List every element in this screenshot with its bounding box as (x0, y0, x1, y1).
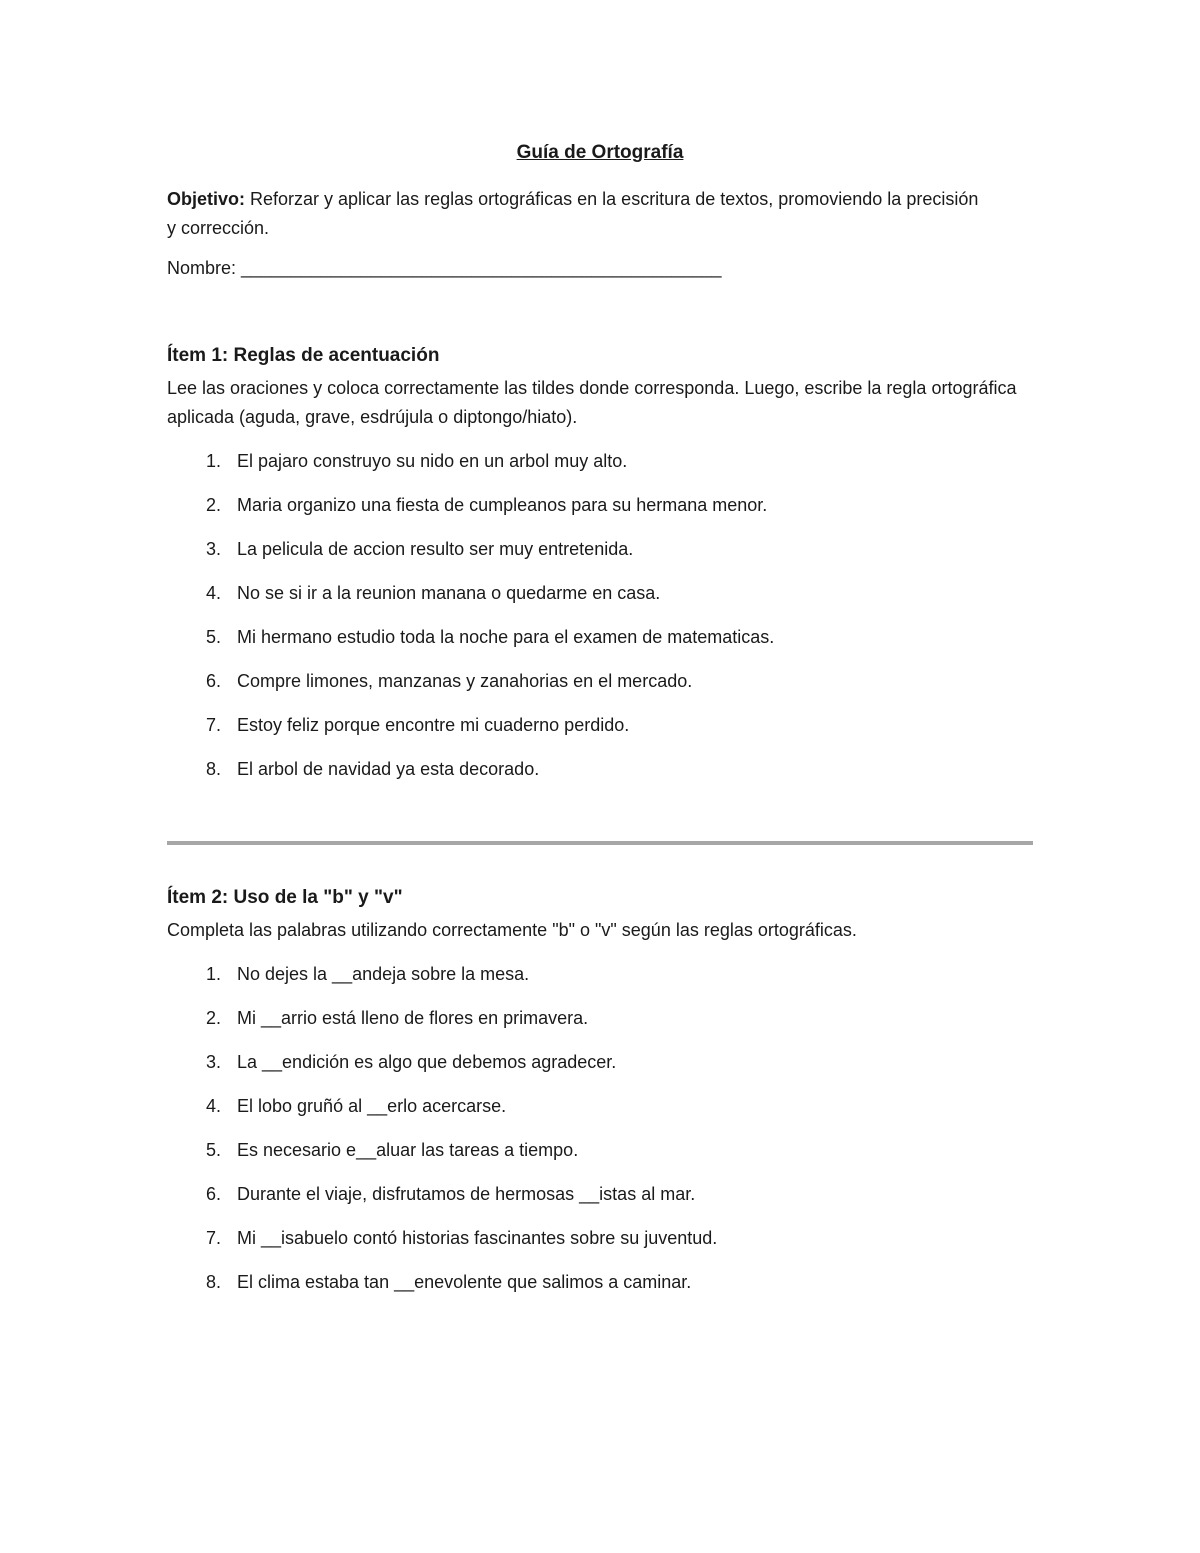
list-number: 8. (205, 1272, 221, 1292)
list-number: 2. (205, 1008, 221, 1028)
sentence-text: Compre limones, manzanas y zanahorias en el mercado. (237, 671, 693, 691)
item1-description: Lee las oraciones y coloca correctamente las tildes donde corresponda. Luego, escribe la regla ortográfica aplicada (aguda, grave, esdrújula o diptongo/hiato). (167, 378, 1017, 427)
sentence-text: Durante el viaje, disfrutamos de hermosas __istas al mar. (237, 1184, 696, 1204)
sentence-text: Es necesario e__aluar las tareas a tiempo. (237, 1140, 579, 1160)
list-item (167, 537, 774, 581)
list-item (167, 449, 774, 493)
item2-sentence-list (167, 962, 717, 1314)
list-number: 3. (205, 1052, 221, 1072)
sentence-text: Estoy feliz porque encontre mi cuaderno perdido. (237, 715, 630, 735)
section-divider (167, 841, 1033, 845)
list-item (167, 1050, 717, 1094)
sentence-text: Mi __isabuelo contó historias fascinantes sobre su juventud. (237, 1228, 718, 1248)
list-number: 7. (205, 1228, 221, 1248)
list-item (167, 1270, 717, 1314)
list-number: 6. (205, 1184, 221, 1204)
list-item (167, 1094, 717, 1138)
sentence-text: El lobo gruñó al __erlo acercarse. (237, 1096, 507, 1116)
item1-sentence-list (167, 449, 774, 801)
sentence-text: No se si ir a la reunion manana o quedarme en casa. (237, 583, 661, 603)
list-item (167, 669, 774, 713)
list-item (167, 1006, 717, 1050)
list-item (167, 1138, 717, 1182)
list-number: 4. (205, 583, 221, 603)
list-number: 3. (205, 539, 221, 559)
sentence-text: Mi __arrio está lleno de flores en primavera. (237, 1008, 589, 1028)
list-number: 8. (205, 759, 221, 779)
sentence-text: Mi hermano estudio toda la noche para el examen de matematicas. (237, 627, 775, 647)
item1-heading: Ítem 1: Reglas de acentuación (167, 345, 440, 366)
list-item (167, 625, 774, 669)
sentence-text: No dejes la __andeja sobre la mesa. (237, 964, 530, 984)
list-item (167, 713, 774, 757)
item2-heading: Ítem 2: Uso de la "b" y "v" (167, 887, 403, 908)
list-number: 7. (205, 715, 221, 735)
objective-text: Reforzar y aplicar las reglas ortográficas en la escritura de textos, promoviendo la precisión y corrección. (167, 189, 979, 238)
list-item (167, 1182, 717, 1226)
list-number: 1. (205, 964, 221, 984)
objective-label: Objetivo: (167, 189, 246, 209)
sentence-text: Maria organizo una fiesta de cumpleanos para su hermana menor. (237, 495, 768, 515)
list-item (167, 962, 717, 1006)
sentence-text: La __endición es algo que debemos agradecer. (237, 1052, 617, 1072)
sentence-text: La pelicula de accion resulto ser muy entretenida. (237, 539, 634, 559)
list-item (167, 493, 774, 537)
page-title: Guía de Ortografía (516, 142, 684, 163)
list-number: 1. (205, 451, 221, 471)
sentence-text: El clima estaba tan __enevolente que salimos a caminar. (237, 1272, 692, 1292)
sentence-text: El pajaro construyo su nido en un arbol muy alto. (237, 451, 628, 471)
item2-description: Completa las palabras utilizando correctamente "b" o "v" según las reglas ortográficas. (167, 920, 857, 940)
list-number: 5. (205, 627, 221, 647)
list-item (167, 757, 774, 801)
sentence-text: El arbol de navidad ya esta decorado. (237, 759, 540, 779)
objective-paragraph (167, 185, 987, 243)
list-number: 5. (205, 1140, 221, 1160)
name-field: Nombre: ________________________________________________ (167, 258, 722, 278)
list-item (167, 581, 774, 625)
list-item (167, 1226, 717, 1270)
list-number: 6. (205, 671, 221, 691)
list-number: 2. (205, 495, 221, 515)
list-number: 4. (205, 1096, 221, 1116)
